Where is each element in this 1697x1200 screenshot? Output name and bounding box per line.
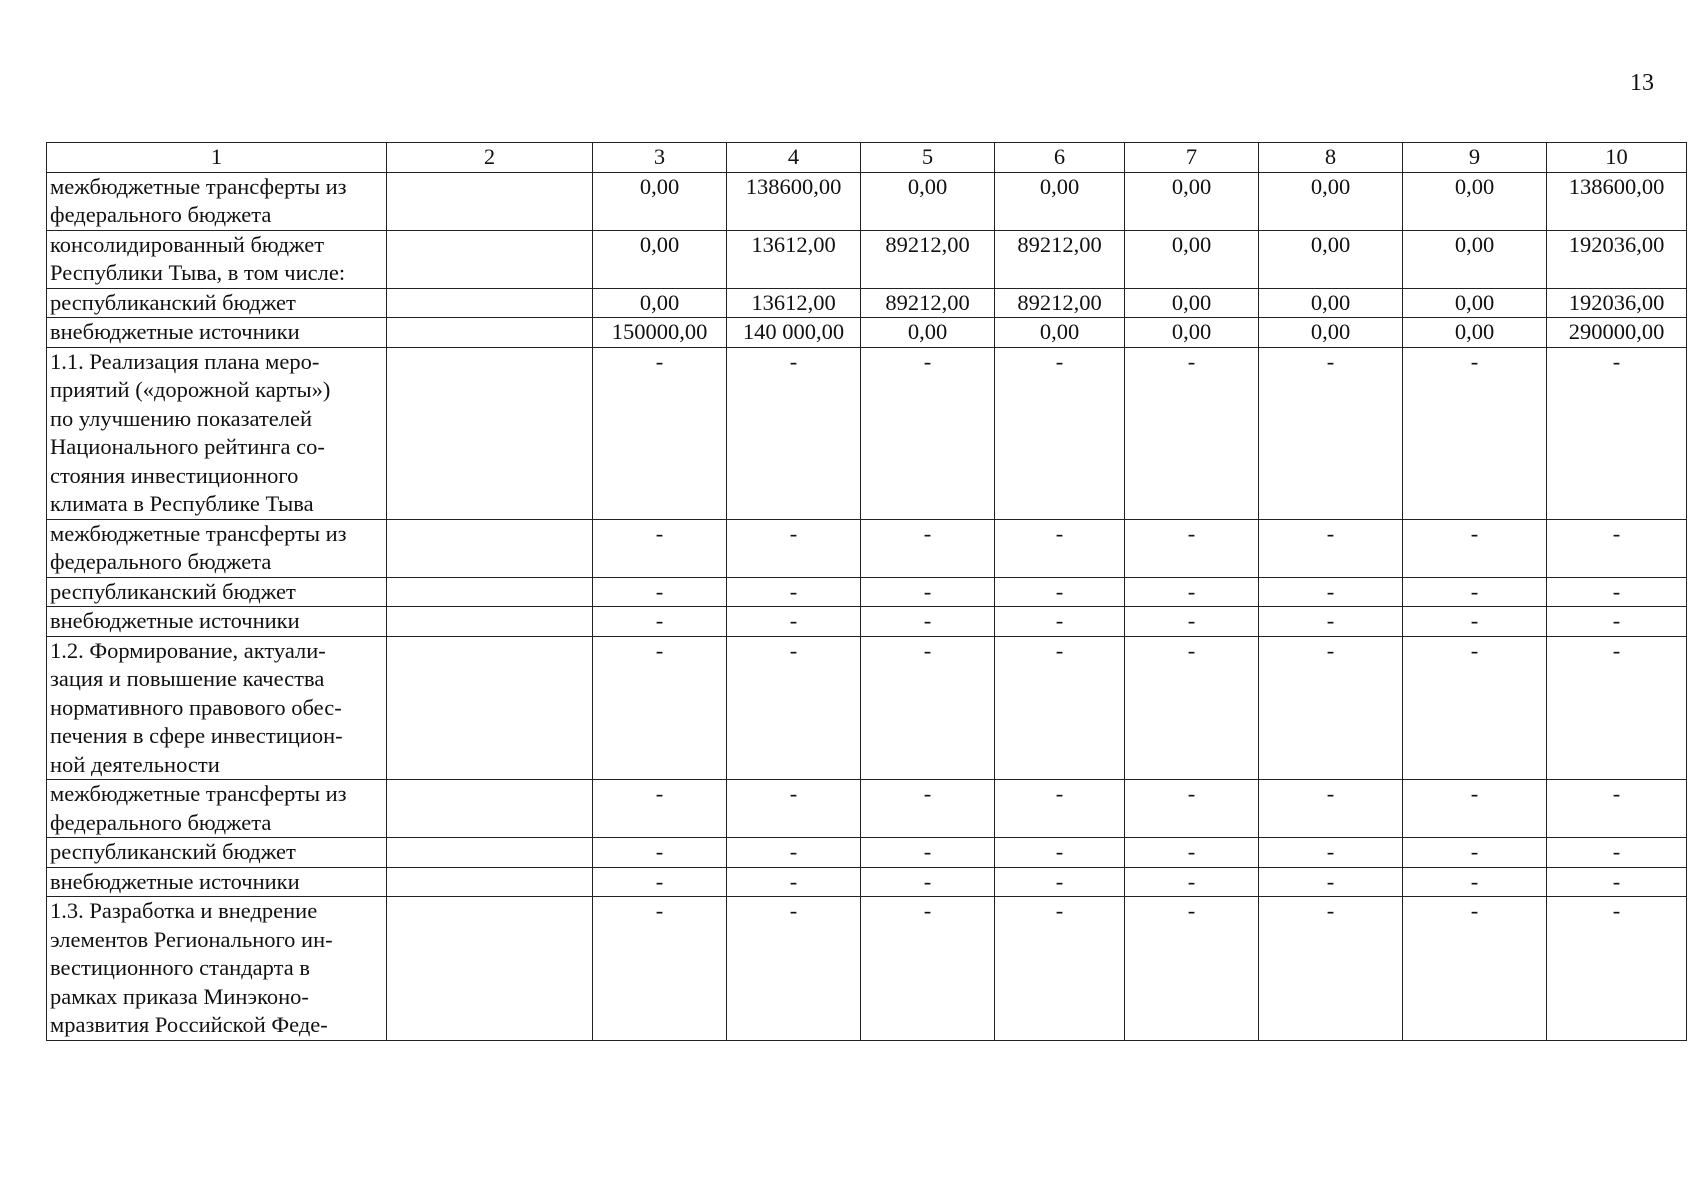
value-cell: - <box>1259 577 1403 607</box>
value-cell: - <box>593 607 727 637</box>
value-cell: - <box>593 897 727 1041</box>
row-label: межбюджетные трансферты из федерального бюджета <box>47 172 387 230</box>
value-cell: 140 000,00 <box>727 318 861 348</box>
value-cell: - <box>861 867 995 897</box>
row-label: 1.1. Реализация плана меро- приятий («дорожной карты») по улучшению показателей Национального рейтинга со- стояния инвестиционного климата в Республике Тыва <box>47 347 387 519</box>
value-cell: - <box>1403 636 1547 780</box>
value-cell: - <box>861 780 995 838</box>
value-cell: - <box>995 519 1125 577</box>
value-cell: - <box>1125 577 1259 607</box>
value-cell: 0,00 <box>1403 288 1547 318</box>
value-cell: - <box>727 780 861 838</box>
value-cell: - <box>861 607 995 637</box>
header-cell: 8 <box>1259 143 1403 173</box>
col2-cell <box>387 230 593 288</box>
row-label: 1.2. Формирование, актуали- зация и повышение качества нормативного правового обес- печения в сфере инвестицион- ной деятельности <box>47 636 387 780</box>
col2-cell <box>387 867 593 897</box>
header-cell: 2 <box>387 143 593 173</box>
value-cell: - <box>1547 897 1687 1041</box>
value-cell: - <box>1403 867 1547 897</box>
col2-cell <box>387 838 593 868</box>
table-row <box>47 780 1687 838</box>
value-cell: - <box>727 867 861 897</box>
value-cell: - <box>1259 897 1403 1041</box>
table-row <box>47 607 1687 637</box>
value-cell: - <box>1547 347 1687 519</box>
col2-cell <box>387 636 593 780</box>
value-cell: - <box>1259 780 1403 838</box>
value-cell: - <box>1403 577 1547 607</box>
value-cell: - <box>1403 519 1547 577</box>
value-cell: 0,00 <box>1125 230 1259 288</box>
value-cell: 138600,00 <box>1547 172 1687 230</box>
value-cell: - <box>727 636 861 780</box>
value-cell: 0,00 <box>1259 172 1403 230</box>
value-cell: 0,00 <box>1403 318 1547 348</box>
value-cell: - <box>861 577 995 607</box>
col2-cell <box>387 288 593 318</box>
value-cell: - <box>727 347 861 519</box>
value-cell: - <box>1403 780 1547 838</box>
value-cell: 89212,00 <box>861 288 995 318</box>
table-row <box>47 636 1687 780</box>
value-cell: - <box>593 519 727 577</box>
header-cell: 4 <box>727 143 861 173</box>
value-cell: 0,00 <box>1403 230 1547 288</box>
value-cell: - <box>1125 347 1259 519</box>
value-cell: 192036,00 <box>1547 288 1687 318</box>
row-label: республиканский бюджет <box>47 577 387 607</box>
col2-cell <box>387 780 593 838</box>
header-cell: 9 <box>1403 143 1547 173</box>
value-cell: - <box>1403 838 1547 868</box>
table-row <box>47 838 1687 868</box>
value-cell: - <box>1403 607 1547 637</box>
value-cell: - <box>1125 867 1259 897</box>
value-cell: 0,00 <box>1125 172 1259 230</box>
header-cell: 1 <box>47 143 387 173</box>
value-cell: - <box>593 577 727 607</box>
value-cell: - <box>861 838 995 868</box>
value-cell: - <box>593 347 727 519</box>
table-row <box>47 318 1687 348</box>
value-cell: - <box>1547 607 1687 637</box>
value-cell: - <box>1547 838 1687 868</box>
value-cell: 0,00 <box>1125 288 1259 318</box>
budget-table <box>46 142 1687 1041</box>
col2-cell <box>387 519 593 577</box>
value-cell: 0,00 <box>995 318 1125 348</box>
header-cell: 7 <box>1125 143 1259 173</box>
row-label: внебюджетные источники <box>47 607 387 637</box>
value-cell: 290000,00 <box>1547 318 1687 348</box>
value-cell: - <box>1547 636 1687 780</box>
value-cell: - <box>727 897 861 1041</box>
value-cell: 0,00 <box>1403 172 1547 230</box>
value-cell: - <box>727 838 861 868</box>
value-cell: - <box>995 867 1125 897</box>
value-cell: - <box>727 607 861 637</box>
value-cell: - <box>727 519 861 577</box>
value-cell: - <box>1125 897 1259 1041</box>
value-cell: - <box>1259 347 1403 519</box>
value-cell: - <box>861 347 995 519</box>
value-cell: - <box>1125 607 1259 637</box>
value-cell: 13612,00 <box>727 230 861 288</box>
table-row <box>47 172 1687 230</box>
value-cell: 0,00 <box>1259 318 1403 348</box>
value-cell: - <box>593 838 727 868</box>
value-cell: 192036,00 <box>1547 230 1687 288</box>
value-cell: - <box>1125 838 1259 868</box>
value-cell: - <box>995 897 1125 1041</box>
value-cell: - <box>995 780 1125 838</box>
value-cell: 89212,00 <box>995 230 1125 288</box>
value-cell: - <box>1403 347 1547 519</box>
value-cell: 150000,00 <box>593 318 727 348</box>
value-cell: 138600,00 <box>727 172 861 230</box>
value-cell: - <box>1259 636 1403 780</box>
value-cell: - <box>1403 897 1547 1041</box>
header-cell: 10 <box>1547 143 1687 173</box>
value-cell: 0,00 <box>861 172 995 230</box>
value-cell: 0,00 <box>593 172 727 230</box>
value-cell: - <box>1259 838 1403 868</box>
value-cell: - <box>1259 607 1403 637</box>
row-label: внебюджетные источники <box>47 318 387 348</box>
value-cell: 0,00 <box>1259 288 1403 318</box>
header-cell: 5 <box>861 143 995 173</box>
value-cell: - <box>861 636 995 780</box>
table-row <box>47 288 1687 318</box>
value-cell: 0,00 <box>593 288 727 318</box>
value-cell: - <box>995 577 1125 607</box>
value-cell: - <box>727 577 861 607</box>
value-cell: - <box>995 607 1125 637</box>
col2-cell <box>387 897 593 1041</box>
value-cell: - <box>995 347 1125 519</box>
value-cell: - <box>1125 519 1259 577</box>
table-row <box>47 347 1687 519</box>
value-cell: 0,00 <box>861 318 995 348</box>
page-number: 13 <box>1630 70 1654 96</box>
table-body <box>47 143 1687 1041</box>
col2-cell <box>387 577 593 607</box>
col2-cell <box>387 607 593 637</box>
col2-cell <box>387 172 593 230</box>
value-cell: 89212,00 <box>861 230 995 288</box>
header-row <box>47 143 1687 173</box>
value-cell: - <box>1547 867 1687 897</box>
col2-cell <box>387 318 593 348</box>
row-label: консолидированный бюджет Республики Тыва, в том числе: <box>47 230 387 288</box>
value-cell: - <box>1547 780 1687 838</box>
col2-cell <box>387 347 593 519</box>
value-cell: 89212,00 <box>995 288 1125 318</box>
value-cell: - <box>1547 577 1687 607</box>
row-label: 1.3. Разработка и внедрение элементов Регионального ин- вестиционного стандарта в рамках приказа Минэконо- мразвития Российской Феде- <box>47 897 387 1041</box>
table-row <box>47 867 1687 897</box>
value-cell: 0,00 <box>995 172 1125 230</box>
row-label: межбюджетные трансферты из федерального бюджета <box>47 780 387 838</box>
table-row <box>47 230 1687 288</box>
value-cell: 0,00 <box>1259 230 1403 288</box>
table-row <box>47 577 1687 607</box>
row-label: межбюджетные трансферты из федерального бюджета <box>47 519 387 577</box>
row-label: внебюджетные источники <box>47 867 387 897</box>
table-row <box>47 897 1687 1041</box>
header-cell: 3 <box>593 143 727 173</box>
table-row <box>47 519 1687 577</box>
row-label: республиканский бюджет <box>47 288 387 318</box>
value-cell: - <box>1547 519 1687 577</box>
value-cell: - <box>861 897 995 1041</box>
value-cell: - <box>593 780 727 838</box>
value-cell: - <box>593 867 727 897</box>
value-cell: - <box>1259 867 1403 897</box>
header-cell: 6 <box>995 143 1125 173</box>
value-cell: - <box>593 636 727 780</box>
value-cell: - <box>995 838 1125 868</box>
value-cell: - <box>1125 780 1259 838</box>
value-cell: - <box>995 636 1125 780</box>
value-cell: - <box>861 519 995 577</box>
value-cell: 0,00 <box>593 230 727 288</box>
row-label: республиканский бюджет <box>47 838 387 868</box>
value-cell: 0,00 <box>1125 318 1259 348</box>
value-cell: - <box>1259 519 1403 577</box>
value-cell: 13612,00 <box>727 288 861 318</box>
value-cell: - <box>1125 636 1259 780</box>
